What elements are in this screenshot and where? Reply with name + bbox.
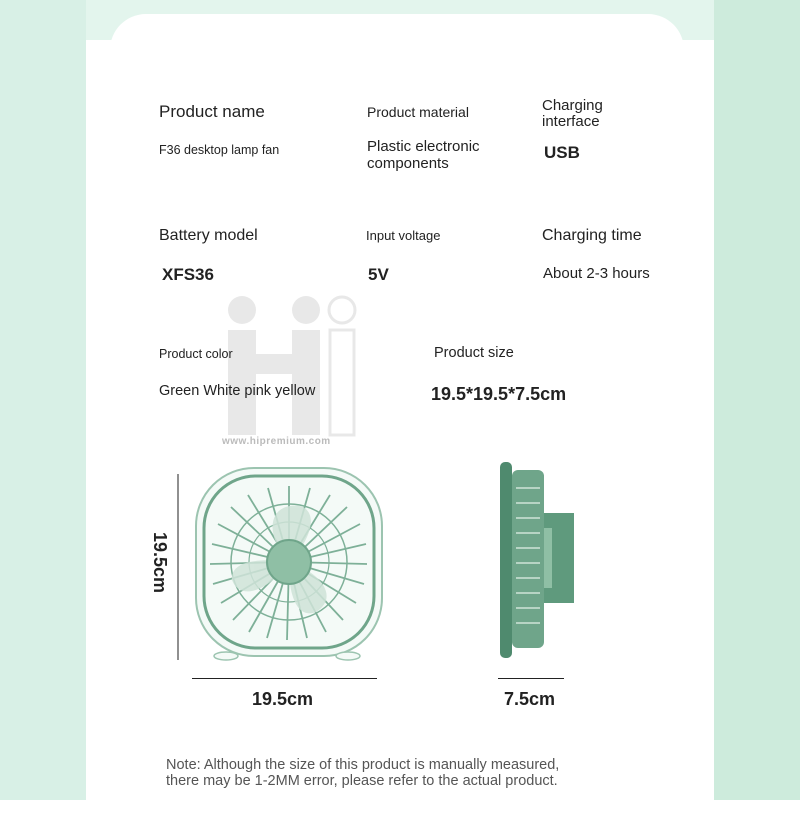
measurement-note: [166, 757, 559, 789]
fan-front-view: [170, 462, 390, 687]
product-color-value: Green White pink yellow: [159, 383, 316, 399]
charging-interface-label-line1: Charging: [542, 97, 603, 114]
depth-dimension-label: 7.5cm: [504, 689, 556, 709]
product-material-value-line1: Plastic electronic: [367, 138, 480, 155]
battery-model-value: XFS36: [162, 265, 214, 284]
charging-time-value: About 2-3 hours: [543, 265, 650, 282]
note-line-2: there may be 1-2MM error, please refer to the actual product.: [166, 773, 558, 789]
battery-model-label: Battery model: [159, 227, 258, 244]
hipremium-watermark-logo: [220, 292, 360, 452]
width-dimension-label: 19.5cm: [252, 689, 314, 709]
height-dimension-label: 19.5cm: [150, 532, 170, 594]
product-name-label: Product name: [159, 102, 265, 121]
product-name-value: F36 desktop lamp fan: [159, 143, 280, 157]
charging-time-label: Charging time: [542, 227, 642, 244]
background-right: [714, 0, 800, 800]
product-color-label: Product color: [159, 347, 233, 361]
product-material-label: Product material: [367, 104, 469, 120]
watermark-text: www.hipremium.com: [222, 436, 331, 447]
product-size-value: 19.5*19.5*7.5cm: [431, 384, 567, 404]
product-size-label: Product size: [434, 345, 514, 361]
input-voltage-value: 5V: [368, 265, 389, 284]
charging-interface-value: USB: [544, 143, 580, 162]
product-material-value-line2: components: [367, 155, 449, 172]
depth-dimension-line: [498, 678, 564, 679]
note-line-1: Note: Although the size of this product is manually measured,: [166, 757, 560, 773]
background-left: [0, 0, 86, 800]
charging-interface-label-line2: interface: [542, 113, 600, 130]
width-dimension-line: [192, 678, 377, 679]
fan-side-view: [494, 458, 584, 663]
input-voltage-label: Input voltage: [366, 228, 441, 243]
spec-card: [110, 14, 684, 814]
